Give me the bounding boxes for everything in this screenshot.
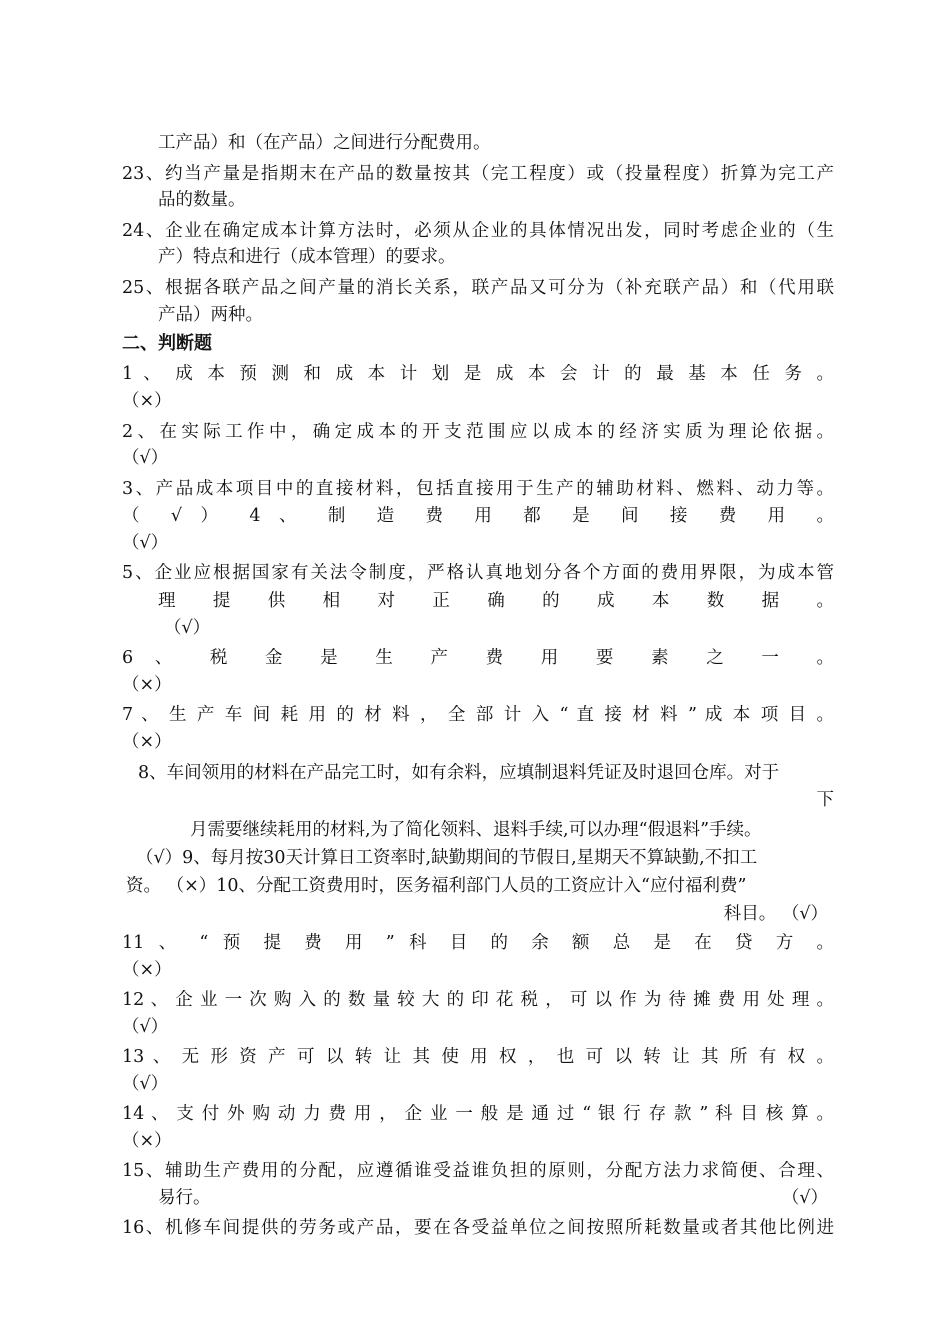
text-line: 品的数量。 [158, 190, 246, 210]
question-1: 1 、 成 本 预 测 和 成 本 计 划 是 成 本 会 计 的 最 基 本 任 务 。 [122, 364, 834, 384]
answer-mark: （×） [122, 391, 172, 411]
text-line: 产）特点和进行（成本管理）的要求。 [158, 247, 456, 267]
question-24: 24、企业在确定成本计算方法时，必须从企业的具体情况出发，同时考虑企业的（生 [122, 221, 834, 241]
answer-mark: （√） [122, 1074, 169, 1094]
question-9: （√）9、每月按30天计算日工资率时,缺勤期间的节假日,星期天不算缺勤,不扣工 [136, 848, 758, 868]
answer-mark: （×） [122, 675, 172, 695]
question-23: 23、约当产量是指期末在产品的数量按其（完工程度）或（投量程度）折算为完工产 [122, 164, 834, 184]
answer-mark: （√） [122, 448, 169, 468]
question-15: 15、辅助生产费用的分配，应遵循谁受益谁负担的原则，分配方法力求简便、合理、 [122, 1161, 834, 1181]
question-14: 14 、 支 付 外 购 动 力 费 用 ， 企 业 一 般 是 通 过 “ 银 行 存 款 ” 科 目 核 算 。 [122, 1104, 834, 1124]
text-line: 月需要继续耗用的材料,为了简化领料、退料手续,可以办理“假退料”手续。 [190, 820, 762, 840]
question-12: 12 、 企 业 一 次 购 入 的 数 量 较 大 的 印 花 税 ， 可 以 作 为 待 摊 费 用 处 理 。 [122, 990, 834, 1010]
text-line: 易行。 [158, 1188, 211, 1208]
question-11: 11 、 “ 预 提 费 用 ” 科 目 的 余 额 总 是 在 贷 方 。 [122, 933, 834, 953]
answer-mark: （√） [122, 1017, 169, 1037]
answer-mark: （×） [122, 732, 172, 752]
answer-mark: 科目。 （√） [723, 904, 828, 924]
answer-mark: （√） [781, 1188, 828, 1208]
text-line: 工产品）和（在产品）之间进行分配费用。 [158, 133, 491, 153]
question-8: 8、车间领用的材料在产品完工时，如有余料，应填制退料凭证及时退回仓库。对于 [138, 763, 780, 783]
section-heading: 二、判断题 [122, 333, 212, 354]
question-5: 5、企业应根据国家有关法令制度，严格认真地划分各个方面的费用界限，为成本管 [122, 563, 834, 583]
question-2: 2、在实际工作中，确定成本的开支范围应以成本的经济实质为理论依据。 [122, 422, 834, 442]
text-line: 产品）两种。 [158, 305, 263, 325]
question-25: 25、根据各联产品之间产量的消长关系，联产品又可分为（补充联产品）和（代用联 [122, 278, 834, 298]
question-6: 6 、 税 金 是 生 产 费 用 要 素 之 一 。 [122, 648, 834, 668]
text-line: 下 [816, 790, 834, 810]
question-7: 7 、 生 产 车 间 耗 用 的 材 料 ， 全 部 计 入 “ 直 接 材 料 ” 成 本 项 目 。 [122, 705, 834, 725]
answer-mark: （×） [122, 1131, 172, 1151]
question-13: 13 、 无 形 资 产 可 以 转 让 其 使 用 权 ， 也 可 以 转 让 其 所 有 权 。 [122, 1047, 834, 1067]
answer-mark: （√） [164, 618, 211, 638]
answer-mark: （×） [122, 960, 172, 980]
question-3: 3、产品成本项目中的直接材料，包括直接用于生产的辅助材料、燃料、动力等。 [122, 479, 834, 499]
answer-mark: （√） [122, 533, 169, 553]
question-4: （ √ ） 4 、 制 造 费 用 都 是 间 接 费 用 。 [122, 506, 834, 526]
question-16: 16、机修车间提供的劳务或产品，要在各受益单位之间按照所耗数量或者其他比例进 [122, 1218, 834, 1238]
text-line: 理 提 供 相 对 正 确 的 成 本 数 据 。 [158, 591, 834, 611]
question-10: 资。 （×）10、分配工资费用时，医务福利部门人员的工资应计入“应付福利费” [126, 876, 747, 896]
